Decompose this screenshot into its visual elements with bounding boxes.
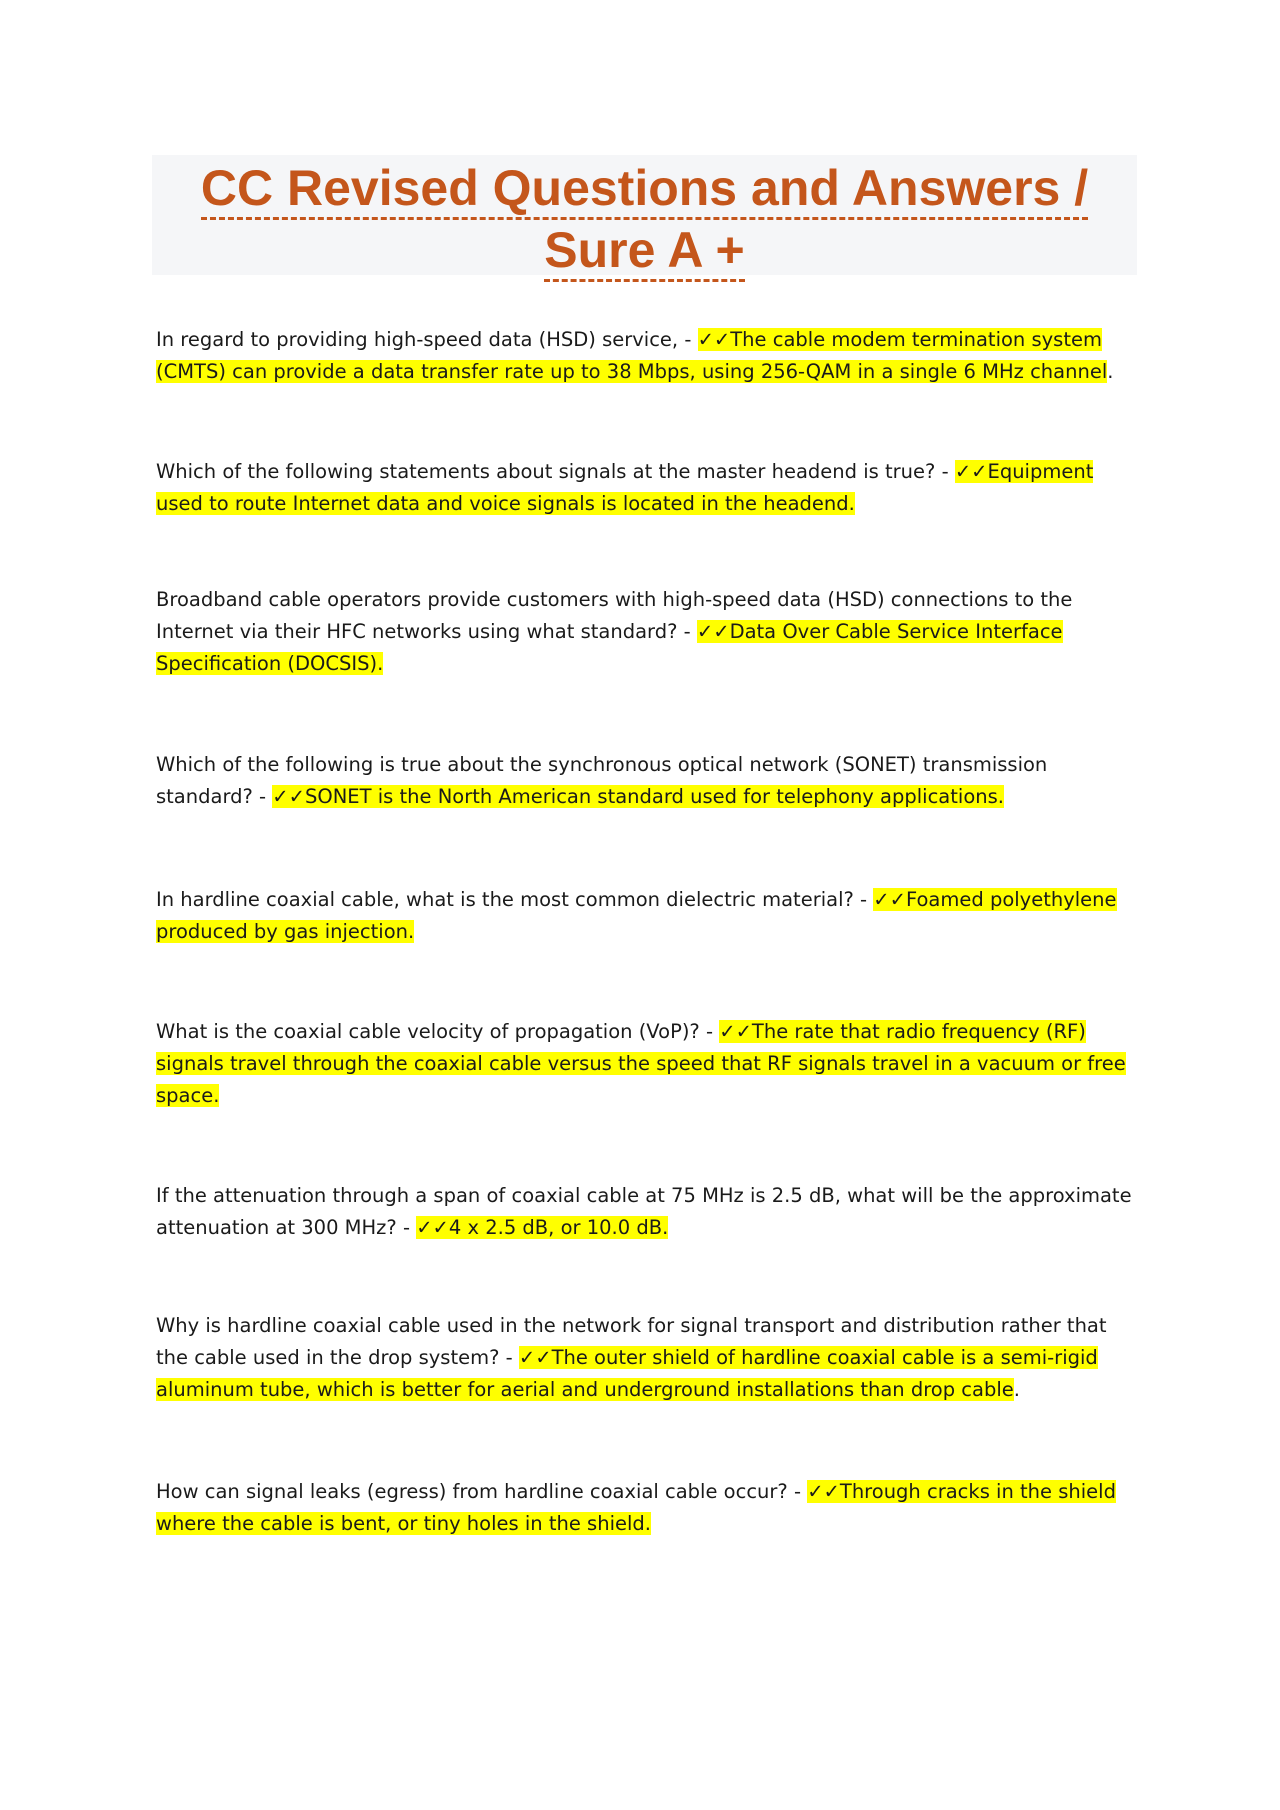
check-icon: ✓✓ [873,888,906,911]
separator: - [699,1020,720,1043]
qa-item-1 [156,324,1136,388]
check-icon: ✓✓ [272,785,305,808]
question-text: Which of the following is true about the synchronous optical network (SONET) transmission standard? [156,753,1048,808]
separator: - [678,328,698,351]
answer-text: The rate that radio frequency (RF) signals travel through the coaxial cable versus the speed that RF signals travel in a vacuum or free space. [156,1020,1126,1107]
answer-text: Foamed polyethylene produced by gas injection. [156,888,1117,943]
qa-item-6 [156,1016,1136,1112]
separator: - [787,1480,808,1503]
document-title [152,155,1137,278]
check-icon: ✓✓ [518,1346,552,1369]
qa-item-7 [156,1180,1136,1244]
question-text: If the attenuation through a span of coaxial cable at 75 MHz is 2.5 dB, what will be the approximate attenuation at 300 MHz? [156,1184,1132,1239]
question-text: How can signal leaks (egress) from hardline coaxial cable occur? [156,1480,788,1503]
trailing-text: . [1013,1378,1020,1401]
separator: - [499,1346,519,1369]
question-text: In hardline coaxial cable, what is the most common dielectric material? [156,888,854,911]
answer-text: The cable modem termination system (CMTS) can provide a data transfer rate up to 38 Mbps, using 256-QAM in a single 6 MHz channel [156,328,1108,383]
check-icon: ✓✓ [954,460,988,483]
separator: - [396,1216,417,1239]
question-text: In regard to providing high-speed data (HSD) service, [156,328,679,351]
question-text: What is the coaxial cable velocity of propagation (VoP)? [156,1020,700,1043]
answer-text: SONET is the North American standard used for telephony applications. [304,785,1004,808]
check-icon: ✓✓ [697,328,731,351]
check-icon: ✓✓ [416,1216,449,1239]
answer-highlight [416,1216,668,1239]
answer-text: 4 x 2.5 dB, or 10.0 dB. [448,1216,669,1239]
qa-item-9 [156,1476,1136,1540]
separator: - [677,620,697,643]
check-icon: ✓✓ [807,1480,840,1503]
separator: - [853,888,874,911]
qa-item-8 [156,1310,1136,1406]
qa-item-5 [156,884,1136,948]
qa-item-2 [156,456,1136,520]
answer-text: Through cracks in the shield where the cable is bent, or tiny holes in the shield. [156,1480,1116,1535]
title-line-2: Sure A + [544,221,745,282]
answer-highlight [272,785,1004,808]
separator: - [252,785,273,808]
qa-item-4 [156,749,1136,813]
answer-text: Data Over Cable Service Interface Specification (DOCSIS). [156,620,1063,675]
answer-text: The outer shield of hardline coaxial cable is a semi-rigid aluminum tube, which is better for aerial and underground installations than drop cable [156,1346,1098,1401]
question-text: Why is hardline coaxial cable used in the network for signal transport and distribution rather that the cable used in the drop system? [156,1314,1107,1369]
qa-item-3 [156,584,1136,680]
answer-text: Equipment used to route Internet data and voice signals is located in the headend. [156,460,1094,515]
title-line-1: CC Revised Questions and Answers / [201,159,1088,220]
trailing-text: . [1107,360,1114,383]
question-text: Broadband cable operators provide customers with high-speed data (HSD) connections to the Internet via their HFC networks using what standard? [156,588,1073,643]
check-icon: ✓✓ [719,1020,752,1043]
question-text: Which of the following statements about signals at the master headend is true? [156,460,936,483]
check-icon: ✓✓ [696,620,730,643]
separator: - [935,460,955,483]
